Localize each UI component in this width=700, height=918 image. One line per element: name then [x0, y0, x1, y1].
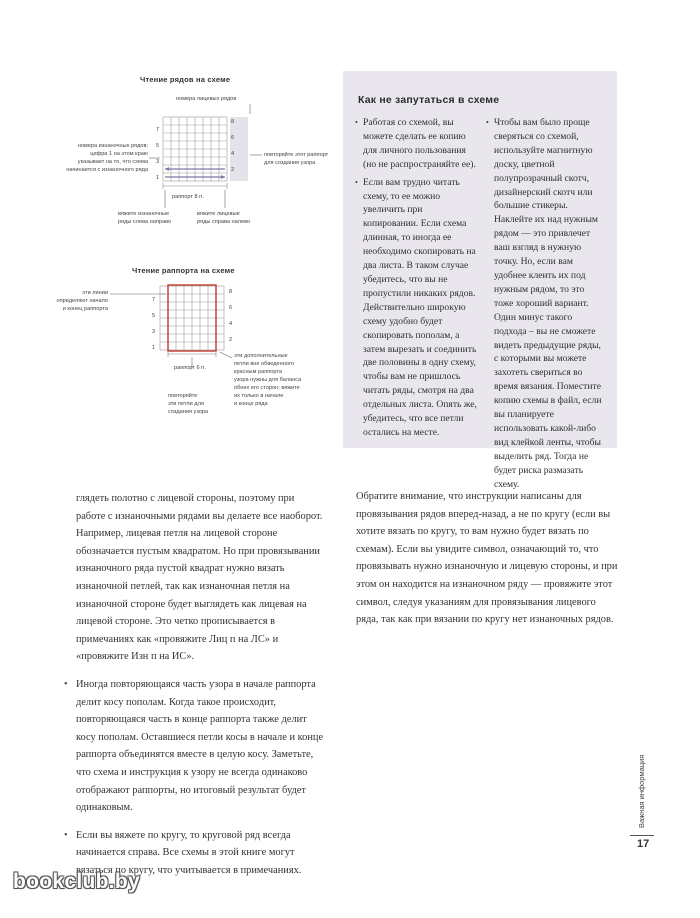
body-paragraph: глядеть полотно с лицевой стороны, поэтому при работе с изнаночными рядами вы делаете все наоборот. Например, лицевая петля на лицевой стороне обозначается пустым квадратом. Но при провязывании изнаночного ряда пустой квадрат нужно вязать изнаночной петлей, так как изнаночная петля на изнаночной стороне будет выглядеть как лицевая на лицевой стороне. Это четко прописывается в примечаниях как «провяжите Лиц п на ЛС» и «провяжите Изн п на ИС». — [76, 493, 323, 663]
diagram2-left-number: 1 — [152, 345, 156, 351]
body-paragraph: Обратите внимание, что инструкции написаны для провязывания рядов вперед-назад, а не по кругу (если вы хотите вязать по кругу, то вам нужно будет вязать по схемам). Если вы увидите символ, означающий то, что провязывать нужно изнаночную и лицевую стороны, и при этом он находится на изнаночном ряду — провяжите этот символ, следуя указаниям для провязывания лицевого ряда, так как при вязании по кругу нет изнаночных рядов. — [356, 491, 618, 626]
diagram2-repeat-pattern-label: повторяйте эти петли для создания узора — [168, 393, 209, 415]
diagram1-right-number: 2 — [231, 167, 235, 173]
diagram1-rs-rows-label: номера лицевых рядов — [176, 96, 237, 102]
diagram1-repeat-pattern-label: повторяйте этот раппорт для создания узора — [264, 152, 329, 166]
diagram1-left-number: 7 — [156, 127, 160, 133]
sidebar-bullet: • Чтобы вам было проще сверяться со схемой, используйте магнитную доску, цветной полупрозрачный скотч, дизайнерский скотч или большие стикеры. Наклейте их над нужным рядом — это привлечет ваш взгляд в нужную точку. Но, если вам удобнее клеить их под нужным рядом, то это тоже хороший вариант. Один минус такого подхода – вы не сможете видеть предыдущие ряды, с которыми вы можете захотеть свериться во время вязания. Поместите копию схемы в файл, если вы планируете использовать какой-либо вид клейкой ленты, чтобы выделить ряд. Тогда не будет риска размазать схему. — [486, 116, 606, 491]
diagram2-repeat-label: раппорт 6 п. — [174, 365, 206, 371]
diagram2-right-number: 8 — [229, 289, 233, 295]
diagram1-repeat-label: раппорт 8 п. — [172, 194, 204, 200]
diagram2-left-number: 3 — [152, 329, 156, 335]
diagram1-knit-ws-label: вяжите изнаночные ряды слева направо — [118, 211, 172, 225]
diagram1-right-number: 8 — [231, 119, 235, 125]
body-bullet: • Иногда повторяющаяся часть узора в начале раппорта делит косу пополам. Когда такое происходит, повторяющаяся часть в конце раппорта также делит косу пополам. Оставшиеся петли косы в начале и конце раппорта объединятся вместе в целую косу. Заметьте, что схема и инструкция к узору не всегда одинаково отображают раппорты, но итоговый результат будет одинаковым. — [64, 676, 324, 817]
diagram2-right-number: 4 — [229, 321, 233, 327]
page-number: 17 — [637, 838, 650, 850]
sidebar-left-column — [355, 116, 480, 440]
diagram1-left-number: 5 — [156, 143, 160, 149]
sidebar-right-column — [486, 116, 606, 491]
body-bullet: • Если вы вяжете по кругу, то круговой ряд всегда начинается справа. Все схемы в этой книге могут вязаться по кругу, что учитывается в примечаниях. — [64, 827, 324, 880]
sidebar-title: Как не запутаться в схеме — [358, 94, 500, 106]
diagram2-extra-label: эти дополнительные петли вне обведенного красным раппорта узора нужны для баланса обеих его сторон; вяжите их только в начале и конце ряда — [234, 353, 302, 407]
section-tab-label: Важная информация — [637, 754, 646, 828]
section-tab — [635, 738, 649, 828]
body-column-left — [64, 490, 324, 879]
diagram1-title: Чтение рядов на схеме — [140, 75, 231, 84]
diagram2-right-number: 6 — [229, 305, 233, 311]
sidebar-bullet: • Если вам трудно читать схему, то ее можно увеличить при копировании. Если схема длинная, то иногда ее необходимо скопировать на два листа. В таком случае убедитесь, что вы не пропустили никаких рядов. Действительно широкую схему удобно будет скопировать пополам, а затем вырезать и соединить две половины в одну схему, чтобы вам не пришлось читать ряды, смотря на два отдельных листа. Опять же, убедитесь, что все петли остались на месте. — [355, 176, 480, 440]
body-column-right — [356, 488, 618, 629]
diagram1-right-number: 4 — [231, 151, 235, 157]
diagram2-grid — [160, 286, 224, 350]
diagram2-lines-label: эти линии определяют начало и конец раппорта — [56, 290, 108, 312]
diagram2-title: Чтение раппорта на схеме — [132, 266, 235, 275]
diagram2-right-number: 2 — [229, 337, 233, 343]
watermark: bookclub.by — [13, 870, 140, 893]
diagram1-grid — [163, 117, 227, 181]
diagram2-left-number: 7 — [152, 297, 156, 303]
diagram1-left-number: 1 — [156, 175, 160, 181]
diagram1-left-number: 3 — [156, 159, 160, 165]
sidebar-bullet: • Работая со схемой, вы можете сделать ее копию для личного пользования (но не распространяйте ее). — [355, 116, 480, 172]
diagram1-knit-rs-label: вяжите лицевые ряды справа налево — [197, 211, 251, 225]
diagram2-left-number: 5 — [152, 313, 156, 319]
section-tab-divider — [630, 835, 654, 836]
diagram1-right-number: 6 — [231, 135, 235, 141]
diagram1-ws-rows-label: номера изнаночных рядов; цифра 1 на этом краю указывает на то, что схема начинается с изнаночного ряда — [66, 143, 148, 173]
